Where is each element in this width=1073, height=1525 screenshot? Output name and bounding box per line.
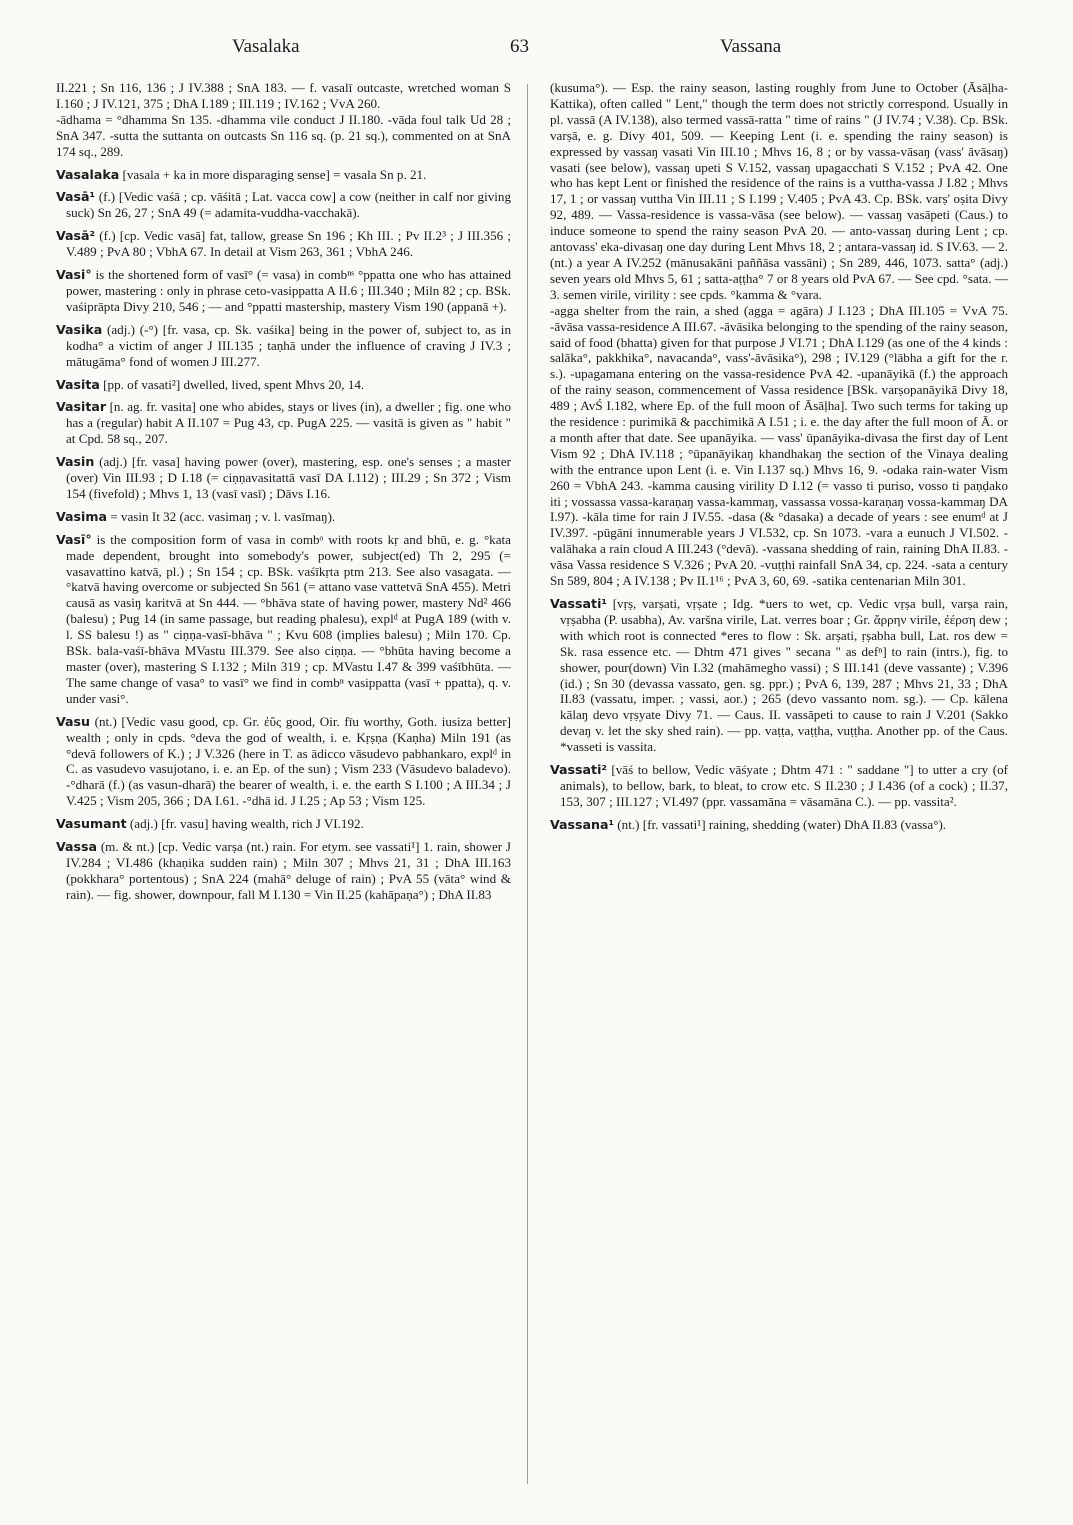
header-right-guideword: Vassana	[720, 36, 782, 57]
dictionary-entry-vasitar	[56, 399, 511, 447]
dictionary-entry-vasi	[56, 267, 511, 315]
column-divider	[527, 84, 528, 1484]
entry-headword: Vasī°	[56, 531, 92, 547]
entry-headword: Vasumant	[56, 816, 127, 832]
entry-definition: [n. ag. fr. vasita] one who abides, stays or lives (in), a dweller ; fig. one who has a (regular) habit A II.107 = Pug 43, cp. PugA 225. — vasitā is given as " habit " at Cpd. 58 sq., 207.	[66, 399, 511, 447]
entry-headword: Vasin	[56, 454, 95, 470]
entry-definition: (adj.) (-°) [fr. vasa, cp. Sk. vaśika] being in the power of, subject to, as in kodha° a victim of anger J III.135 ; taṇhā under the influence of craving J IV.3 ; mātugāma° fond of women J III.277.	[66, 321, 511, 369]
dictionary-entry-vasima	[56, 509, 511, 525]
entry-headword: Vasi°	[56, 267, 92, 283]
entry-definition: = vasin It 32 (acc. vasimaŋ ; v. l. vasīmaŋ).	[107, 508, 336, 524]
entry-definition: is the composition form of vasa in combᵒ with roots kṛ and bhū, e. g. °kata made dependent, brought into somebody's power, subject(ed) Th 2, 295 (= vasavattino katvā, pl.) ; Sn 154 ; cp. BSk. vaśīkṛta ptm 213. See also vasagata. — °katvā having overcome or subjected Sn 561 (= attano vase vattetvā SnA 455). Metri causā as vasiŋ karitvā at Sn 444. — °bhāva state of having power, mastery Nd² 466 (balesu) ; Pug 14 (in same passage, but reading phalesu), explᵈ at PugA 189 (with v. l. SS balesu !) as " ciṇṇa-vasī-bhāva " ; Kvu 608 (implies balesu) ; Miln 170. Cp. BSk. bala-vaśī-bhāva MVastu III.379. See also ciṇṇa. — °bhūta having become a master (over), mastering S I.132 ; Miln 319 ; cp. MVastu I.47 & 399 vaśībhūta. — The same change of vasa° to vasī° we find in combⁿ vasippatta (vasī + ppatta), q. v. under vasi°.	[66, 531, 511, 706]
entry-headword: Vassa	[56, 839, 98, 855]
dictionary-entry-vasa1	[56, 189, 511, 221]
entry-headword: Vasima	[56, 508, 107, 524]
dictionary-entry-vasu	[56, 714, 511, 809]
dictionary-entry-vasala-cont	[56, 80, 511, 160]
entry-definition: (m. & nt.) [cp. Vedic varṣa (nt.) rain. For etym. see vassati¹] 1. rain, shower J IV.284 ; VI.486 (khaṇika sudden rain) ; Miln 307 ; Mhvs 21, 31 ; DhA III.163 (pokkhara° portentous) ; SnA 224 (mahā° deluge of rain) ; PvA 55 (vāta° wind & rain). — fig. shower, downpour, fall M I.130 = Vin II.25 (kahāpaṇa°) ; DhA II.83	[66, 839, 511, 902]
entry-definition: (adj.) [fr. vasa] having power (over), mastering, esp. one's senses ; a master (over) Vin III.93 ; D I.18 (= ciṇṇavasitattā vasī DA I.112) ; III.29 ; Sn 372 ; Vism 154 (fivefold) ; Mhvs 1, 13 (vasī vasī) ; Dāvs I.16.	[66, 454, 511, 501]
entry-headword: Vassati¹	[550, 596, 607, 611]
entry-headword: Vasu	[56, 713, 91, 729]
entry-headword: Vasita	[56, 376, 100, 392]
dictionary-entry-vasa2	[56, 228, 511, 260]
right-column	[550, 80, 1008, 840]
dictionary-entry-vasalaka	[56, 167, 511, 183]
entry-definition: II.221 ; Sn 116, 136 ; J IV.388 ; SnA 183. — f. vasalī outcaste, wretched woman S I.160 ; J IV.121, 375 ; DhA I.189 ; III.119 ; IV.162 ; VvA 260.	[56, 80, 511, 111]
entry-definition: [vṛṣ, varṣati, vṛṣate ; Idg. *uers to wet, cp. Vedic vṛṣa bull, varṣa rain, vṛṣabha (P. usabha), Av. varšna virile, Lat. verres boar ; Gr. ἄρρην virile, ἐέρση dew ; with which root is connected *eres to flow : Sk. arṣati, ṛṣabha bull, Lat. ros dew = Sk. rasa essence etc. — Dhtm 471 gives " secana " as defⁿ] to rain (intrs.), fig. to shower, pour(down) Vin I.32 (mahāmegho vassi) ; S III.141 (deve vassante) ; V.396 (id.) ; Sn 30 (devassa vassato, gen. sg. ppr.) ; PvA 6, 139, 287 ; Mhvs 21, 33 ; DhA II.83 (vassatu, imper. ; vassi, aor.) ; 265 (devo vassanto nom. sg.). — Cp. kālena kālaŋ devo vṛṣyate Divy 71. — Caus. II. vassāpeti to cause to rain J V.201 (Sakko devaŋ v. let the sky shed rain). — pp. vaṭṭa, vaṭṭha, vuṭṭha. Another pp. of the Caus. *vasseti is vassita.	[560, 596, 1008, 755]
entry-definition: [pp. of vasati²] dwelled, lived, spent Mhvs 20, 14.	[99, 376, 365, 392]
entry-headword: Vassati²	[550, 762, 607, 778]
entry-definition: (kusuma°). — Esp. the rainy season, lasting roughly from June to October (Āsāḷha-Kattika), often called " Lent," though the term does not strictly correspond. Usually in pl. vassā (A IV.138), also termed vassā-ratta " time of rains " (J IV.74 ; V.38). Cp. BSk. varṣā, e. g. Divy 401, 509. — Keeping Lent (i. e. spending the rainy season) is expressed by vassaŋ vasati Vin III.10 ; Mhvs 16, 8 ; or by vassa-vāsaŋ (vass' āvāsaŋ) vasati (see below), vassaŋ upeti S V.152, vassaŋ upagacchati S V.152 ; PvA 42. One who has kept Lent or finished the residence of the rains is a vuttha-vassa J I.82 ; Mhvs 17, 1 ; or vassaŋ vuttha Vin III.11 ; S I.199 ; V.405 ; PvA 43. Cp. BSk. varṣ' oṣita Divy 92, 489. — Vassa-residence is vassa-vāsa (see below). — vassaŋ vasāpeti (Caus.) to induce someone to spend the rainy season PvA 20. — anto-vassaŋ during Lent ; cp. antovass' eka-divasaŋ one day during Lent Mhvs 18, 2 ; antara-vassaŋ id. S IV.63. — 2. (nt.) a year A IV.252 (mānusakāni paññāsa vassāni) ; Sn 289, 446, 1073. satta° (adj.) seven years old Mhvs 5, 61 ; satta-aṭṭha° 7 or 8 years old PvA 67. — See cpd. °sata. — 3. semen virile, virility : see cpds. °kamma & °vara.	[550, 80, 1008, 302]
entry-definition: (f.) [Vedic vaśā ; cp. vāśitā ; Lat. vacca cow] a cow (neither in calf nor giving suck) Sn 26, 27 ; SnA 49 (= adamita-vuddha-vacchakā).	[66, 189, 511, 221]
entry-definition: (nt.) [fr. vassati¹] raining, shedding (water) DhA II.83 (vassa°).	[614, 816, 947, 832]
entry-headword: Vasā¹	[56, 189, 96, 205]
entry-definition: (f.) [cp. Vedic vasā] fat, tallow, grease Sn 196 ; Kh III. ; Pv II.2³ ; J III.356 ; V.489 ; PvA 80 ; VbhA 67. In detail at Vism 263, 361 ; VbhA 246.	[66, 228, 511, 260]
dictionary-entry-vassati1	[550, 596, 1008, 755]
header-left-guideword: Vasalaka	[232, 36, 300, 57]
left-column	[56, 80, 511, 910]
dictionary-entry-vassana1	[550, 817, 1008, 833]
entry-definition: (nt.) [Vedic vasu good, cp. Gr. ἐΰς good, Oir. fīu worthy, Goth. iusiza better] wealth ; only in cpds. °deva the god of wealth, i. e. Kṛṣṇa (Kaṇha) Miln 191 (as °devā followers of K.) ; J V.326 (here in T. as ādicco vāsudevo pabhankaro, explᵈ in C. as vasudevo vasujotano, i. e. an Ep. of the sun) ; Vism 233 (Vāsudevo baladevo). -°dharā (f.) (as vasun-dharā) the bearer of wealth, i. e. the earth S I.100 ; A III.34 ; J V.425 ; Vism 205, 366 ; DA I.61. -°dhā id. J I.25 ; Ap 53 ; Vism 125.	[66, 713, 511, 809]
entry-headword: Vasitar	[56, 399, 107, 415]
page-number: 63	[510, 36, 529, 57]
entry-compounds: -agga shelter from the rain, a shed (agga = agāra) J I.123 ; DhA III.105 = VvA 75. -āvāsa vassa-residence A III.67. -āvāsika belonging to the spending of the rainy season, said of food (bhatta) given for that purpose J VI.71 ; DhA I.129 (as one of the 4 kinds : salāka°, pakkhika°, navacanda°, vass'-āvāsika°), 298 ; IV.129 (°lābha a gift for the r. s.). -upagamana entering on the vassa-residence PvA 42. -upanāyikā (f.) the approach of the rainy season, commencement of Vassa residence [BSk. varṣopanāyikā Divy 18, 489 ; AvŚ I.182, where Ep. of the full moon of Āsāḷha]. Two such terms for taking up the residence : purimikā & pacchimikā A I.51 ; i. e. the day after the full moon of Ā. or a month after that date. See upanāyika. — vass' ūpanāyika-divasa the first day of Lent Vism 92 ; DhA IV.118 ; °ūpanāyikaŋ khandhakaŋ the section of the Vinaya dealing with the entrance upon Lent (i. e. Vin I.137 sq.) Mhvs 16, 9. -odaka rain-water Vism 260 = VbhA 243. -kamma causing virility D I.12 (= vasso ti puriso, vosso ti paṇḍako iti ; vossassa vassa-karaṇaŋ vassa-kammaŋ, vassassa vossa-karaṇaŋ vossa-kammaŋ DA I.97). -kāla time for rain J IV.55. -dasa (& °dasaka) a decade of years : see enumᵈ at J IV.397. -pūgāni innumerable years J VI.532, cp. Sn 1073. -vara a eunuch J VI.502. -valāhaka a rain cloud A III.243 (°devā). -vassana shedding of rain, raining DhA II.83. -vāsa Vassa residence S V.326 ; PvA 20. -vuṭṭhi rainfall SnA 34, cp. 224. -sata a century Sn 589, 804 ; A IV.138 ; Pv II.1¹⁶ ; PvA 3, 60, 69. -satika centenarian Miln 301.	[550, 302, 1008, 589]
entry-definition: [vasala + ka in more disparaging sense] = vasala Sn p. 21.	[119, 166, 427, 182]
entry-headword: Vasika	[56, 321, 103, 337]
dictionary-entry-vassa	[56, 839, 511, 903]
dictionary-entry-vasumant	[56, 816, 511, 832]
entry-definition: (adj.) [fr. vasu] having wealth, rich J VI.192.	[126, 816, 364, 832]
dictionary-entry-vasita	[56, 377, 511, 393]
running-header	[0, 36, 1073, 66]
dictionary-entry-vassati2	[550, 762, 1008, 810]
entry-headword: Vasalaka	[56, 166, 120, 182]
entry-headword: Vassana¹	[550, 816, 615, 832]
entry-headword: Vasā²	[56, 228, 96, 244]
entry-definition: is the shortened form of vasī° (= vasa) in combⁿˢ °ppatta one who has attained power, mastering : only in phrase ceto-vasippatta A II.6 ; III.340 ; Miln 82 ; cp. BSk. vaśiprāpta Divy 210, 546 ; — and °ppatti mastership, mastery Vism 190 (appanā +).	[66, 267, 511, 314]
dictionary-entry-vasin	[56, 454, 511, 502]
dictionary-entry-vasi-comp	[56, 532, 511, 707]
entry-compounds: -ādhama = °dhamma Sn 135. -dhamma vile conduct J II.180. -vāda foul talk Ud 28 ; SnA 347. -sutta the suttanta on outcasts Sn 116 sq. (p. 21 sq.), commented on at SnA 174 sq., 289.	[56, 111, 511, 159]
entry-definition: [vāś to bellow, Vedic vāśyate ; Dhtm 471 : " saddane "] to utter a cry (of animals), to bellow, bark, to bleat, to crow etc. S II.230 ; J I.436 (of a cock) ; II.37, 153, 307 ; III.127 ; VI.497 (ppr. vassamāna = vāsamāna C.). — pp. vassita².	[560, 762, 1008, 809]
dictionary-entry-vassa-cont	[550, 80, 1008, 589]
dictionary-entry-vasika	[56, 322, 511, 370]
